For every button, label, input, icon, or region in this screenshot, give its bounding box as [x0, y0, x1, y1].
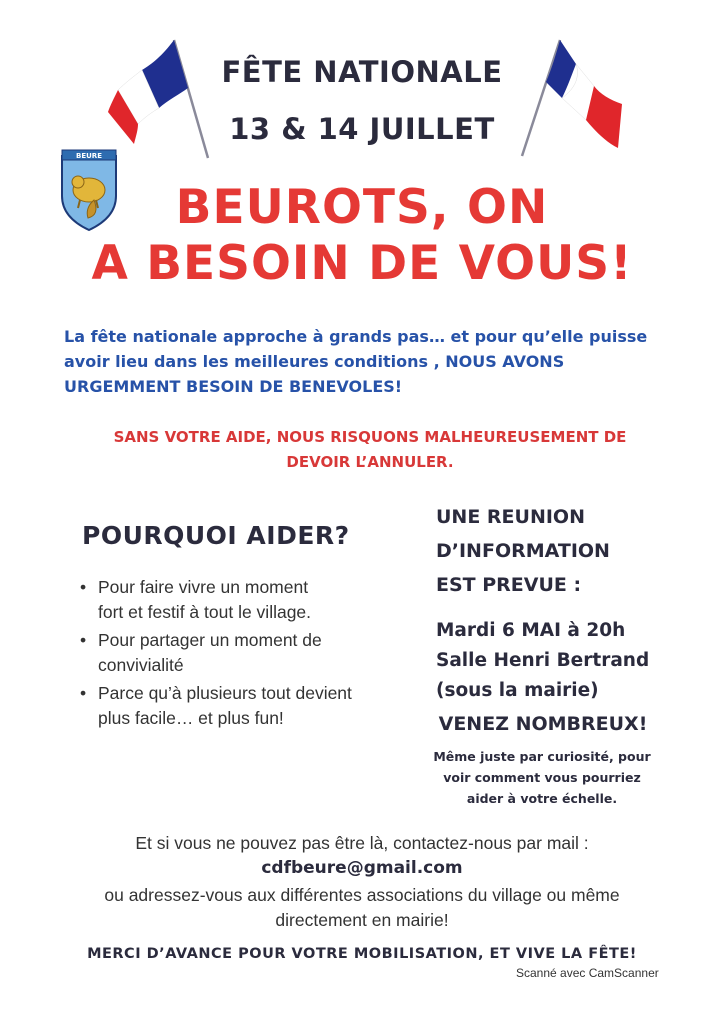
reason-text: fort et festif à tout le village.: [98, 602, 312, 622]
list-item: [78, 628, 408, 678]
meeting-place-note: (sous la mairie): [436, 680, 599, 701]
contact-intro: Et si vous ne pouvez pas être là, contactez-nous par mail :: [135, 833, 589, 853]
bullet-icon: •: [80, 577, 87, 597]
intro-line: avoir lieu dans les meilleures conditions , NOUS AVONS: [64, 352, 565, 371]
reason-text: Parce qu’à plusieurs tout devient: [98, 683, 352, 703]
warning-line: DEVOIR L’ANNULER.: [286, 453, 454, 471]
curiosity-note: [410, 746, 674, 809]
headline-line1: BEUROTS, ON: [175, 180, 549, 235]
headline-line2: A BESOIN DE VOUS!: [91, 236, 633, 291]
reasons-list: [78, 575, 408, 734]
call-to-action: VENEZ NOMBREUX!: [438, 713, 648, 735]
bullet-icon: •: [80, 683, 87, 703]
reason-text: Pour partager un moment de: [98, 630, 322, 650]
bullet-icon: •: [80, 630, 87, 650]
warning-text: [60, 425, 680, 475]
meeting-heading: [436, 500, 706, 602]
contact-alternative: [40, 883, 684, 933]
reason-text: plus facile… et plus fun!: [98, 708, 284, 728]
event-title: FÊTE NATIONALE: [221, 55, 503, 89]
event-dates: 13 & 14 JUILLET: [229, 112, 495, 146]
scanner-watermark: Scanné avec CamScanner: [516, 966, 659, 980]
meeting-place: Salle Henri Bertrand: [436, 650, 650, 671]
intro-line: URGEMMENT BESOIN DE BENEVOLES!: [64, 377, 403, 396]
note-line: Même juste par curiosité, pour: [433, 749, 651, 764]
contact-line: directement en mairie!: [275, 910, 449, 930]
note-line: voir comment vous pourriez: [443, 770, 641, 785]
meeting-details: [436, 616, 706, 706]
intro-line: La fête nationale approche à grands pas… et pour qu’elle puisse: [64, 327, 648, 346]
intro-paragraph: [64, 324, 704, 399]
why-help-heading: POURQUOI AIDER?: [82, 521, 350, 550]
meeting-heading-line: EST PREVUE :: [436, 574, 582, 596]
crest-text: BEURE: [76, 152, 102, 160]
contact-line: ou adressez-vous aux différentes associations du village ou même: [104, 885, 620, 905]
list-item: [78, 575, 408, 625]
meeting-heading-line: D’INFORMATION: [436, 540, 610, 562]
reason-text: Pour faire vivre un moment: [98, 577, 309, 597]
note-line: aider à votre échelle.: [466, 791, 618, 806]
email-link[interactable]: cdfbeure@gmail.com: [261, 858, 463, 878]
meeting-heading-line: UNE REUNION: [436, 506, 585, 528]
reason-text: convivialité: [98, 655, 184, 675]
thanks-footer: MERCI D’AVANCE POUR VOTRE MOBILISATION, ET VIVE LA FÊTE!: [87, 946, 637, 962]
list-item: [78, 681, 408, 731]
meeting-date: Mardi 6 MAI à 20h: [436, 620, 626, 641]
warning-line: SANS VOTRE AIDE, NOUS RISQUONS MALHEUREUSEMENT DE: [113, 428, 627, 446]
